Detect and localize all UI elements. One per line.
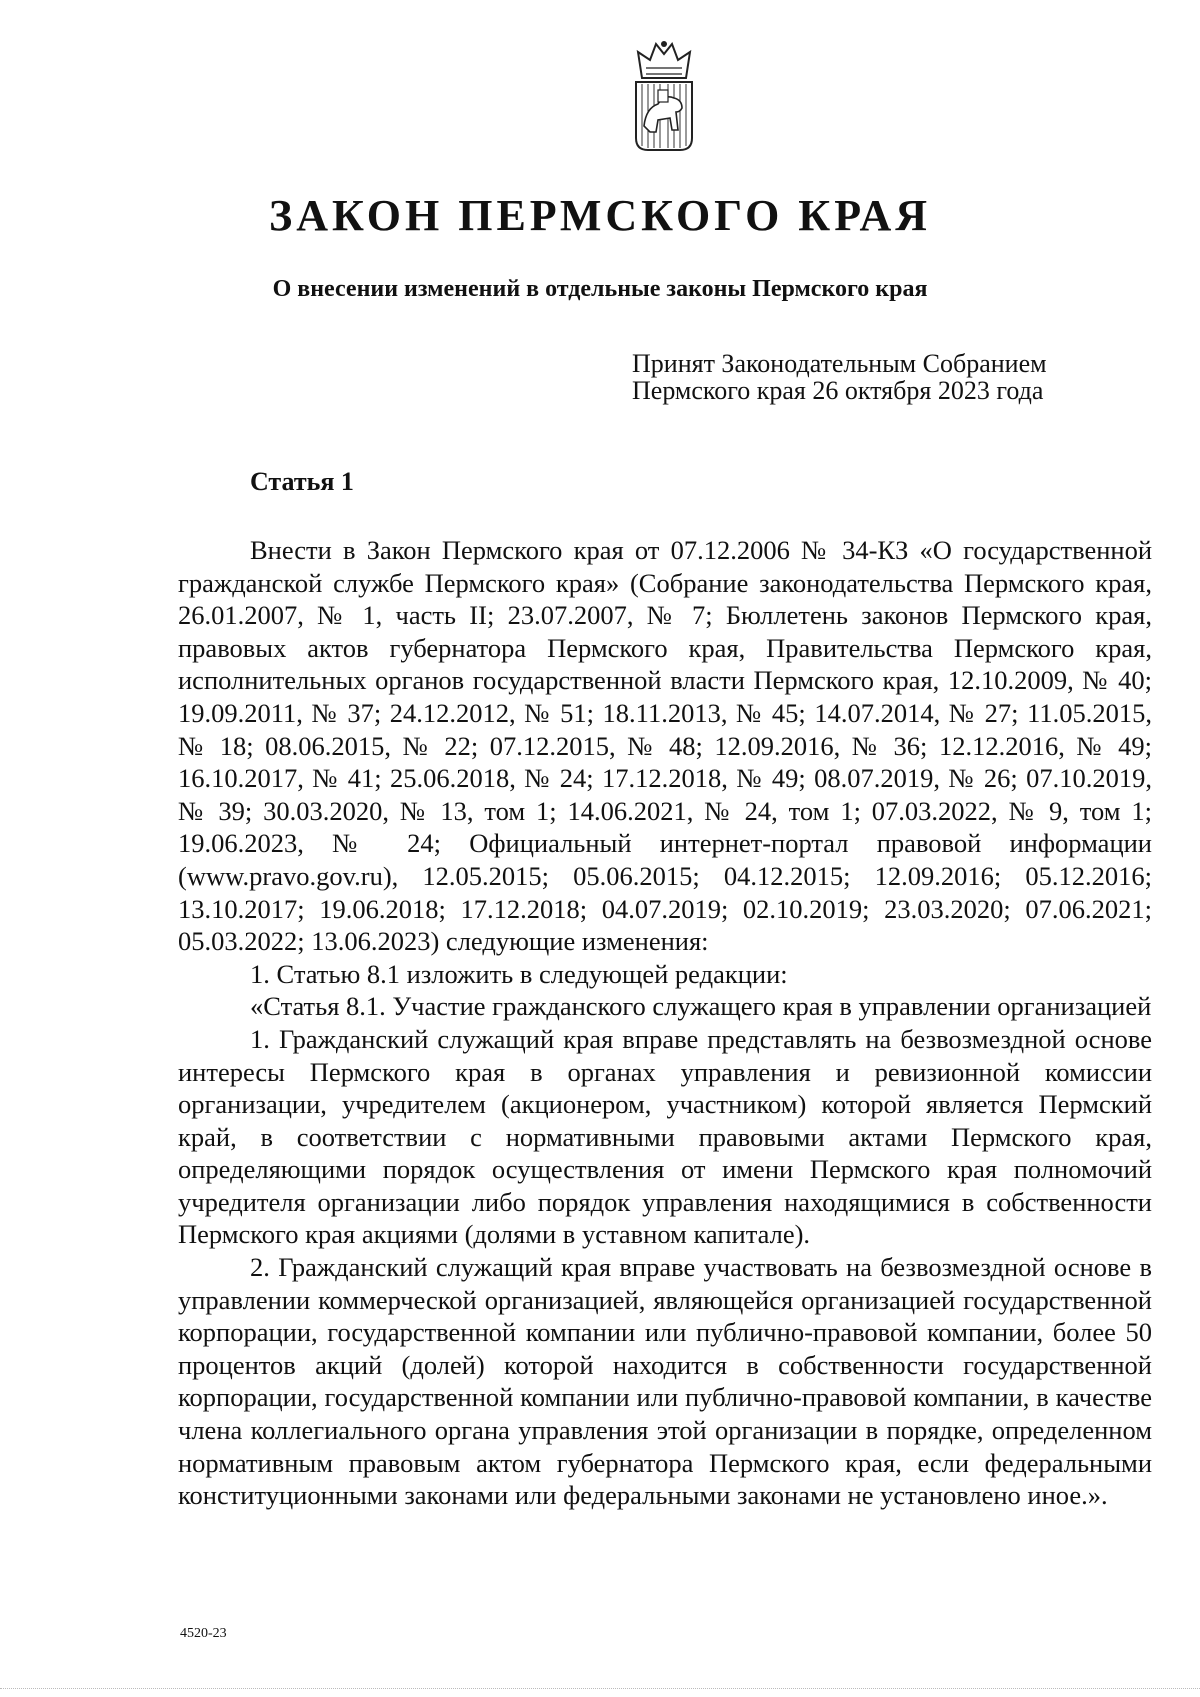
document-code: 4520-23 [180,1626,227,1641]
adoption-line-1: Принят Законодательным Собранием [632,349,1047,378]
article-heading: Статья 1 [250,467,354,496]
perm-krai-coat-of-arms-icon [628,38,700,154]
new-article-point-2: 2. Гражданский служащий края вправе участвовать на безвозмездной основе в управлении коммерческой организацией, являющейся организацией государственной корпорации, государственной компании или публично-правовой компании, более 50 процентов акций (долей) которой находится в собственности государственной корпорации, государственной компании или публично-правовой компании, в качестве члена коллегиального органа управления этой организации в порядке, определенном нормативным правовым актом губернатора Пермского края, если федеральными конституционными законами или федеральными законами не установлено иное.». [178,1252,1152,1511]
new-article-point-1: 1. Гражданский служащий края вправе представлять на безвозмездной основе интересы Пермского края в органах управления и ревизионной комиссии организации, учредителем (акционером, участником) которой является Пермский край, в соответствии с нормативными правовыми актами Пермского края, определяющими порядок осуществления от имени Пермского края полномочий учредителя организации либо порядок управления находящимися в собственности Пермского края акциями (долями в уставном капитале). [178,1023,1152,1250]
adoption-line-2: Пермского края 26 октября 2023 года [632,376,1044,405]
document-subtitle: О внесении изменений в отдельные законы Пермского края [272,276,928,302]
new-article-title: «Статья 8.1. Участие гражданского служащего края в управлении организацией [250,991,1152,1022]
page-edge-divider [0,1688,1200,1692]
adoption-note [632,350,1047,404]
article-intro-paragraph: Внести в Закон Пермского края от 07.12.2006 № 34-КЗ «О государственной гражданской службе Пермского края» (Собрание законодательства Пермского края, 26.01.2007, № 1, часть II; 23.07.2007, № 7; Бюллетень законов Пермского края, правовых актов губернатора Пермского края, Правительства Пермского края, исполнительных органов государственной власти Пермского края, 12.10.2009, № 40; 19.09.2011, № 37; 24.12.2012, № 51; 18.11.2013, № 45; 14.07.2014, № 27; 11.05.2015, № 18; 08.06.2015, № 22; 07.12.2015, № 48; 12.09.2016, № 36; 12.12.2016, № 49; 16.10.2017, № 41; 25.06.2018, № 24; 17.12.2018, № 49; 08.07.2019, № 26; 07.10.2019, № 39; 30.03.2020, № 13, том 1; 14.06.2021, № 24, том 1; 07.03.2022, № 9, том 1; 19.06.2023, № 24; Официальный интернет-портал правовой информации (www.pravo.gov.ru), 12.05.2015; 05.06.2015; 04.12.2015; 12.09.2016; 05.12.2016; 13.10.2017; 19.06.2018; 17.12.2018; 04.07.2019; 02.10.2019; 23.03.2020; 07.06.2021; 05.03.2022; 13.06.2023) следующие изменения: [178,535,1152,957]
article-body [178,534,1152,1512]
document-title: ЗАКОН ПЕРМСКОГО КРАЯ [268,191,932,240]
amendment-item-1: 1. Статью 8.1 изложить в следующей редакции: [250,958,788,989]
